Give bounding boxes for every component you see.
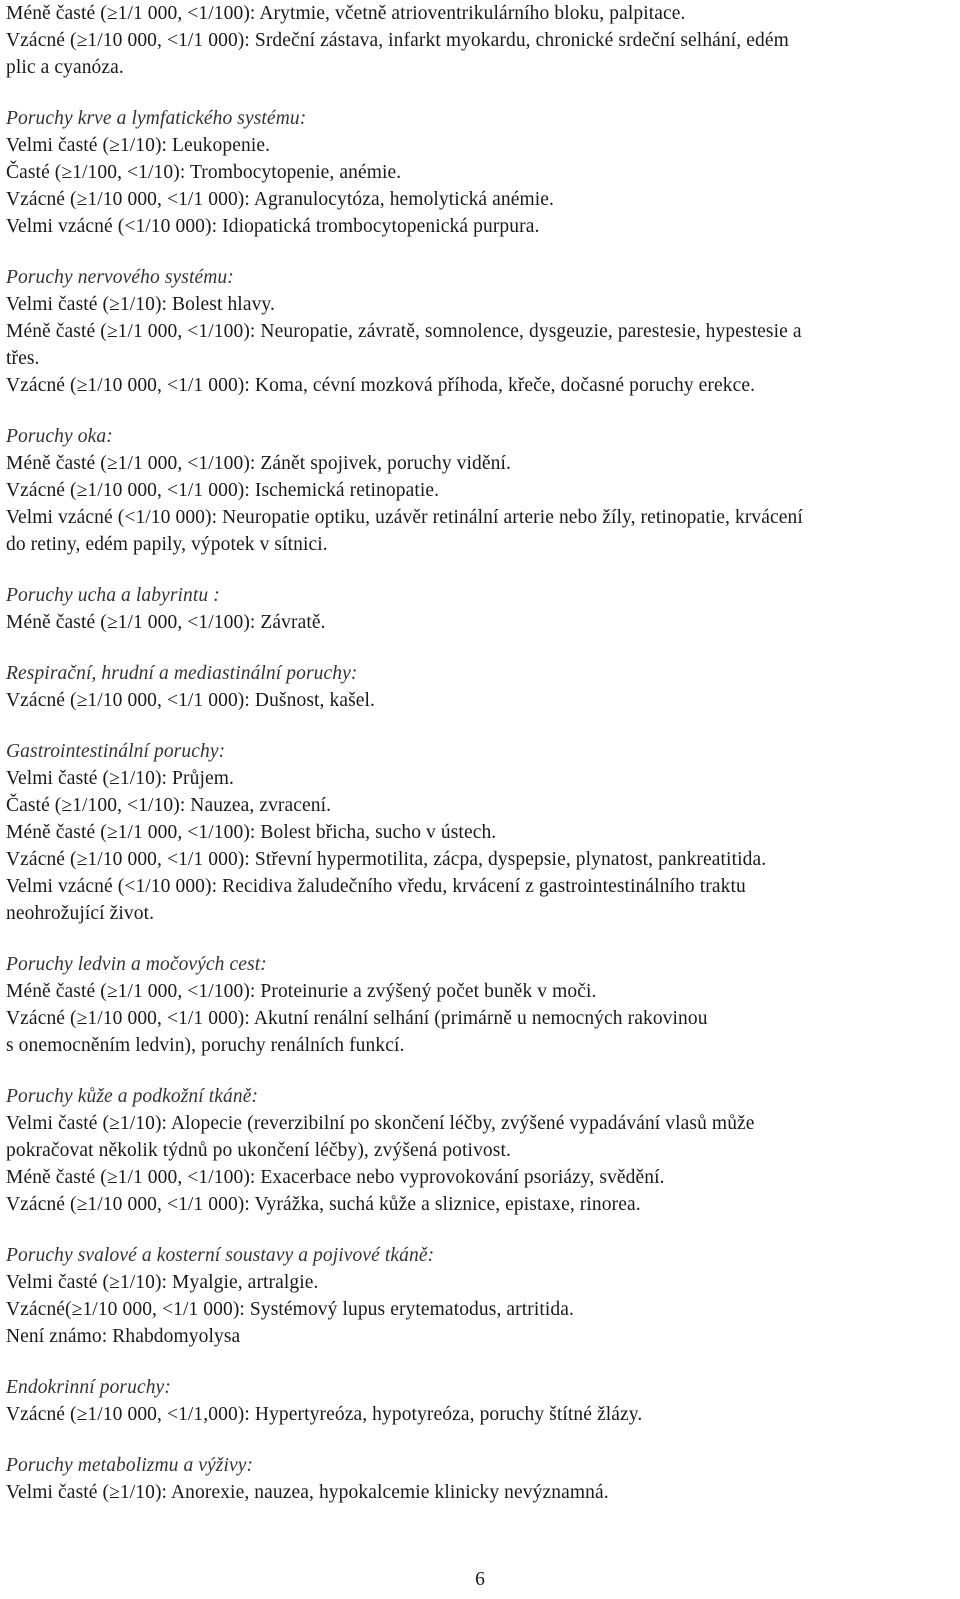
section-heading: Poruchy kůže a podkožní tkáně: (6, 1086, 259, 1107)
section-skin (6, 1083, 954, 1218)
section-heading: Poruchy ledvin a močových cest: (6, 954, 267, 975)
text-line: Vzácné (≥1/10 000, <1/1 000): Koma, cévní mozková příhoda, křeče, dočasné poruchy erekce. (6, 375, 756, 396)
section-blood-lymph (6, 105, 954, 240)
text-line: třes. (6, 348, 40, 369)
text-line: Vzácné (≥1/10 000, <1/1,000): Hypertyreóza, hypotyreóza, poruchy štítné žlázy. (6, 1404, 643, 1425)
section-respiratory (6, 660, 954, 714)
text-line: plic a cyanóza. (6, 57, 124, 78)
section-renal (6, 951, 954, 1059)
section-heading: Poruchy ucha a labyrintu : (6, 585, 220, 606)
text-line: Méně časté (≥1/1 000, <1/100): Zánět spojivek, poruchy vidění. (6, 453, 511, 474)
section-heading: Poruchy svalové a kosterní soustavy a pojivové tkáně: (6, 1245, 435, 1266)
text-line: Časté (≥1/100, <1/10): Trombocytopenie, anémie. (6, 162, 402, 183)
text-line: Velmi časté (≥1/10): Bolest hlavy. (6, 294, 275, 315)
text-line: Vzácné (≥1/10 000, <1/1 000): Vyrážka, suchá kůže a sliznice, epistaxe, rinorea. (6, 1194, 641, 1215)
text-line: Méně časté (≥1/1 000, <1/100): Exacerbace nebo vyprovokování psoriázy, svědění. (6, 1167, 665, 1188)
document-body (6, 0, 954, 1506)
text-line: Velmi vzácné (<1/10 000): Idiopatická trombocytopenická purpura. (6, 216, 540, 237)
text-line: Vzácné (≥1/10 000, <1/1 000): Ischemická retinopatie. (6, 480, 440, 501)
section-heading: Poruchy metabolizmu a výživy: (6, 1455, 254, 1476)
text-line: Méně časté (≥1/1 000, <1/100): Závratě. (6, 612, 326, 633)
text-line: Velmi časté (≥1/10): Myalgie, artralgie. (6, 1272, 319, 1293)
text-line: Vzácné(≥1/10 000, <1/1 000): Systémový lupus erytematodus, artritida. (6, 1299, 574, 1320)
section-heading: Poruchy oka: (6, 426, 113, 447)
section-ear (6, 582, 954, 636)
text-line: Méně časté (≥1/1 000, <1/100): Proteinurie a zvýšený počet buněk v moči. (6, 981, 597, 1002)
text-line: Velmi časté (≥1/10): Průjem. (6, 768, 234, 789)
section-heading: Respirační, hrudní a mediastinální poruchy: (6, 663, 358, 684)
text-line: Velmi časté (≥1/10): Anorexie, nauzea, hypokalcemie klinicky nevýznamná. (6, 1482, 609, 1503)
text-line: Méně časté (≥1/1 000, <1/100): Neuropatie, závratě, somnolence, dysgeuzie, parestesie, hypestesie a (6, 321, 802, 342)
text-line: do retiny, edém papily, výpotek v sítnici. (6, 534, 328, 555)
section-nervous (6, 264, 954, 399)
text-line: s onemocněním ledvin), poruchy renálních funkcí. (6, 1035, 405, 1056)
text-line: Méně časté (≥1/1 000, <1/100): Bolest břicha, sucho v ústech. (6, 822, 497, 843)
section-heading: Endokrinní poruchy: (6, 1377, 171, 1398)
section-gastrointestinal (6, 738, 954, 927)
section-heading: Poruchy krve a lymfatického systému: (6, 108, 307, 129)
section-heading: Gastrointestinální poruchy: (6, 741, 226, 762)
text-line: Velmi časté (≥1/10): Alopecie (reverzibilní po skončení léčby, zvýšené vypadávání vlasů může (6, 1113, 755, 1134)
text-line: pokračovat několik týdnů po ukončení léčby), zvýšená potivost. (6, 1140, 511, 1161)
text-line: Časté (≥1/100, <1/10): Nauzea, zvracení. (6, 795, 332, 816)
text-line: Vzácné (≥1/10 000, <1/1 000): Akutní renální selhání (primárně u nemocných rakovinou (6, 1008, 708, 1029)
section-musculoskeletal (6, 1242, 954, 1350)
text-line: Velmi vzácné (<1/10 000): Recidiva žaludečního vředu, krvácení z gastrointestinálního traktu (6, 876, 746, 897)
text-line: Méně časté (≥1/1 000, <1/100): Arytmie, včetně atrioventrikulárního bloku, palpitace. (6, 3, 686, 24)
text-line: neohrožující život. (6, 903, 155, 924)
text-line: Velmi časté (≥1/10): Leukopenie. (6, 135, 271, 156)
text-line: Vzácné (≥1/10 000, <1/1 000): Střevní hypermotilita, zácpa, dyspepsie, plynatost, pankreatitida. (6, 849, 767, 870)
section-eye (6, 423, 954, 558)
text-line: Vzácné (≥1/10 000, <1/1 000): Agranulocytóza, hemolytická anémie. (6, 189, 555, 210)
section-cardiac (6, 0, 954, 81)
page-number: 6 (475, 1569, 485, 1590)
text-line: Vzácné (≥1/10 000, <1/1 000): Dušnost, kašel. (6, 690, 376, 711)
section-heading: Poruchy nervového systému: (6, 267, 234, 288)
section-metabolism (6, 1452, 954, 1506)
text-line: Vzácné (≥1/10 000, <1/1 000): Srdeční zástava, infarkt myokardu, chronické srdeční selhání, edém (6, 30, 789, 51)
text-line: Velmi vzácné (<1/10 000): Neuropatie optiku, uzávěr retinální arterie nebo žíly, retinopatie, krvácení (6, 507, 803, 528)
section-endocrine (6, 1374, 954, 1428)
text-line: Není známo: Rhabdomyolysa (6, 1326, 241, 1347)
